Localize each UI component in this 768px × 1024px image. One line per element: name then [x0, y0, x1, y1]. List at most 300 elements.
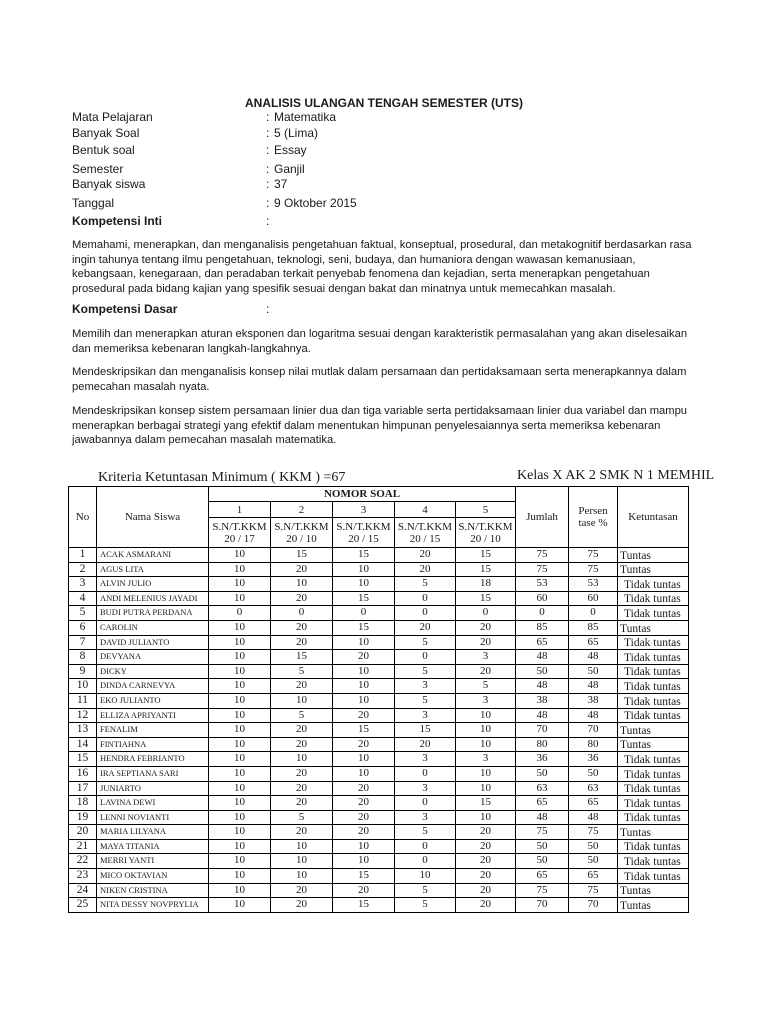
- table-row: [69, 766, 689, 781]
- score-cell: 20: [333, 650, 395, 665]
- total-cell: 70: [516, 723, 569, 738]
- percentage-cell: 48: [569, 708, 618, 723]
- status-cell: Tidak tuntas: [618, 766, 689, 781]
- score-cell: 10: [209, 825, 271, 840]
- table-row: [69, 650, 689, 665]
- score-cell: 10: [209, 869, 271, 884]
- score-cell: 10: [209, 766, 271, 781]
- question-number: 1: [209, 502, 271, 518]
- total-cell: 48: [516, 708, 569, 723]
- table-row: [69, 883, 689, 898]
- row-number: 4: [69, 591, 97, 606]
- meta-colon: :: [266, 196, 270, 210]
- student-name: DINDA CARNEVYA: [97, 679, 209, 694]
- table-row: [69, 810, 689, 825]
- status-cell: Tuntas: [618, 620, 689, 635]
- student-name: ACAK ASMARANI: [97, 548, 209, 563]
- percentage-cell: 75: [569, 825, 618, 840]
- score-cell: 10: [209, 548, 271, 563]
- total-cell: 50: [516, 854, 569, 869]
- meta-value: Ganjil: [274, 162, 305, 176]
- score-cell: 20: [333, 796, 395, 811]
- score-cell: 10: [333, 562, 395, 577]
- kompetensi-inti-heading: Kompetensi Inti: [72, 214, 163, 228]
- meta-colon: :: [266, 214, 270, 228]
- row-number: 24: [69, 883, 97, 898]
- table-row: [69, 839, 689, 854]
- percentage-cell: 60: [569, 591, 618, 606]
- status-cell: Tidak tuntas: [618, 781, 689, 796]
- kompetensi-dasar-heading: Kompetensi Dasar: [72, 302, 178, 316]
- score-cell: 10: [209, 796, 271, 811]
- score-cell: 10: [209, 883, 271, 898]
- total-cell: 50: [516, 766, 569, 781]
- score-cell: 18: [456, 577, 516, 592]
- meta-value: 37: [274, 177, 288, 191]
- score-cell: 10: [271, 577, 333, 592]
- total-cell: 75: [516, 562, 569, 577]
- table-row: [69, 898, 689, 913]
- score-cell: 10: [209, 839, 271, 854]
- status-cell: Tidak tuntas: [618, 839, 689, 854]
- score-cell: 0: [395, 839, 456, 854]
- score-cell: 10: [209, 810, 271, 825]
- student-name: DICKY: [97, 664, 209, 679]
- status-cell: Tidak tuntas: [618, 810, 689, 825]
- score-cell: 20: [395, 620, 456, 635]
- status-cell: Tidak tuntas: [618, 664, 689, 679]
- student-name: MARIA LILYANA: [97, 825, 209, 840]
- table-row: [69, 577, 689, 592]
- score-cell: 5: [395, 635, 456, 650]
- status-cell: Tidak tuntas: [618, 650, 689, 665]
- col-header-nomor-soal: NOMOR SOAL: [209, 487, 516, 502]
- score-cell: 20: [271, 796, 333, 811]
- status-cell: Tidak tuntas: [618, 577, 689, 592]
- score-cell: 20: [271, 723, 333, 738]
- question-criteria-score: 20 / 10: [286, 532, 317, 545]
- table-row: [69, 752, 689, 767]
- student-name: JUNIARTO: [97, 781, 209, 796]
- score-cell: 10: [209, 723, 271, 738]
- score-cell: 5: [395, 898, 456, 913]
- total-cell: 70: [516, 898, 569, 913]
- percentage-cell: 75: [569, 562, 618, 577]
- score-cell: 10: [456, 708, 516, 723]
- percentage-cell: 36: [569, 752, 618, 767]
- meta-label: Banyak Soal: [72, 126, 140, 140]
- student-name: FINTIAHNA: [97, 737, 209, 752]
- score-cell: 10: [271, 693, 333, 708]
- score-cell: 5: [271, 664, 333, 679]
- row-number: 9: [69, 664, 97, 679]
- status-cell: Tidak tuntas: [618, 869, 689, 884]
- score-cell: 0: [395, 606, 456, 621]
- percentage-cell: 48: [569, 810, 618, 825]
- score-cell: 10: [209, 693, 271, 708]
- meta-colon: :: [266, 177, 270, 191]
- meta-label: Banyak siswa: [72, 177, 146, 191]
- student-name: LENNI NOVIANTI: [97, 810, 209, 825]
- total-cell: 65: [516, 796, 569, 811]
- question-criteria-score: 20 / 17: [224, 532, 255, 545]
- score-cell: 0: [209, 606, 271, 621]
- score-cell: 10: [333, 693, 395, 708]
- score-cell: 5: [395, 883, 456, 898]
- col-header-no: No: [69, 487, 97, 548]
- grades-body: [69, 548, 689, 913]
- total-cell: 75: [516, 548, 569, 563]
- score-cell: 15: [456, 562, 516, 577]
- score-cell: 20: [456, 869, 516, 884]
- table-row: [69, 825, 689, 840]
- score-cell: 15: [456, 796, 516, 811]
- student-name: IRA SEPTIANA SARI: [97, 766, 209, 781]
- row-number: 19: [69, 810, 97, 825]
- score-cell: 20: [271, 620, 333, 635]
- student-name: AGUS LITA: [97, 562, 209, 577]
- score-cell: 20: [333, 810, 395, 825]
- score-cell: 10: [456, 766, 516, 781]
- score-cell: 10: [209, 591, 271, 606]
- row-number: 18: [69, 796, 97, 811]
- question-criteria: [395, 518, 456, 548]
- score-cell: 20: [333, 708, 395, 723]
- row-number: 3: [69, 577, 97, 592]
- score-cell: 20: [395, 737, 456, 752]
- score-cell: 15: [271, 548, 333, 563]
- score-cell: 20: [395, 562, 456, 577]
- total-cell: 63: [516, 781, 569, 796]
- meta-value: 9 Oktober 2015: [274, 196, 357, 210]
- score-cell: 10: [209, 898, 271, 913]
- meta-label: Bentuk soal: [72, 143, 135, 157]
- kompetensi-dasar-paragraph: Mendeskripsikan dan menganalisis konsep nilai mutlak dalam persamaan dan pertidaksamaan serta menerapkannya dalam pemecahan masalah nyata.: [72, 366, 687, 393]
- score-cell: 20: [271, 635, 333, 650]
- row-number: 15: [69, 752, 97, 767]
- status-cell: Tidak tuntas: [618, 606, 689, 621]
- row-number: 2: [69, 562, 97, 577]
- question-criteria-label: S.N/T.KKM: [212, 520, 267, 533]
- score-cell: 10: [209, 854, 271, 869]
- total-cell: 48: [516, 810, 569, 825]
- total-cell: 85: [516, 620, 569, 635]
- table-row: [69, 796, 689, 811]
- student-name: ALVIN JULIO: [97, 577, 209, 592]
- score-cell: 10: [395, 869, 456, 884]
- score-cell: 10: [209, 781, 271, 796]
- col-header-ketuntasan: Ketuntasan: [618, 487, 689, 548]
- score-cell: 10: [456, 781, 516, 796]
- score-cell: 3: [456, 693, 516, 708]
- score-cell: 15: [333, 548, 395, 563]
- table-row: [69, 737, 689, 752]
- persentase-line1: Persen: [578, 505, 608, 517]
- meta-value: 5 (Lima): [274, 126, 319, 140]
- score-cell: 10: [456, 723, 516, 738]
- student-name: ELLIZA APRIYANTI: [97, 708, 209, 723]
- score-cell: 0: [271, 606, 333, 621]
- total-cell: 75: [516, 883, 569, 898]
- student-name: DAVID JULIANTO: [97, 635, 209, 650]
- student-name: NIKEN CRISTINA: [97, 883, 209, 898]
- score-cell: 10: [333, 839, 395, 854]
- row-number: 25: [69, 898, 97, 913]
- student-name: CAROLIN: [97, 620, 209, 635]
- document-title: ANALISIS ULANGAN TENGAH SEMESTER (UTS): [244, 96, 523, 110]
- total-cell: 53: [516, 577, 569, 592]
- score-cell: 20: [333, 883, 395, 898]
- question-criteria-score: 20 / 15: [348, 532, 379, 545]
- row-number: 17: [69, 781, 97, 796]
- score-cell: 3: [456, 752, 516, 767]
- score-cell: 20: [456, 635, 516, 650]
- student-name: LAVINA DEWI: [97, 796, 209, 811]
- score-cell: 20: [333, 737, 395, 752]
- score-cell: 20: [271, 766, 333, 781]
- score-cell: 15: [395, 723, 456, 738]
- score-cell: 5: [271, 810, 333, 825]
- row-number: 6: [69, 620, 97, 635]
- status-cell: Tidak tuntas: [618, 752, 689, 767]
- score-cell: 20: [271, 679, 333, 694]
- score-cell: 15: [333, 620, 395, 635]
- percentage-cell: 38: [569, 693, 618, 708]
- student-name: FENALIM: [97, 723, 209, 738]
- status-cell: Tidak tuntas: [618, 796, 689, 811]
- score-cell: 10: [456, 737, 516, 752]
- percentage-cell: 75: [569, 548, 618, 563]
- score-cell: 10: [209, 679, 271, 694]
- percentage-cell: 50: [569, 664, 618, 679]
- meta-colon: :: [266, 302, 270, 316]
- score-cell: 10: [209, 737, 271, 752]
- question-criteria-label: S.N/T.KKM: [397, 520, 453, 533]
- total-cell: 65: [516, 869, 569, 884]
- score-cell: 3: [395, 810, 456, 825]
- question-criteria-score: 20 / 15: [409, 532, 441, 545]
- total-cell: 48: [516, 679, 569, 694]
- question-criteria-score: 20 / 10: [470, 532, 501, 545]
- student-name: DEVYANA: [97, 650, 209, 665]
- grades-table: [68, 486, 689, 913]
- score-cell: 0: [395, 766, 456, 781]
- total-cell: 65: [516, 635, 569, 650]
- persentase-line2: tase %: [578, 517, 608, 529]
- question-criteria: [271, 518, 333, 548]
- percentage-cell: 50: [569, 854, 618, 869]
- score-cell: 20: [271, 737, 333, 752]
- score-cell: 15: [456, 548, 516, 563]
- score-cell: 20: [333, 781, 395, 796]
- meta-label: Mata Pelajaran: [72, 110, 153, 124]
- table-row: [69, 548, 689, 563]
- status-cell: Tuntas: [618, 562, 689, 577]
- score-cell: 5: [456, 679, 516, 694]
- total-cell: 75: [516, 825, 569, 840]
- student-name: BUDI PUTRA PERDANA: [97, 606, 209, 621]
- score-cell: 10: [271, 839, 333, 854]
- row-number: 7: [69, 635, 97, 650]
- row-number: 14: [69, 737, 97, 752]
- score-cell: 20: [271, 898, 333, 913]
- meta-value: Essay: [274, 143, 307, 157]
- total-cell: 50: [516, 664, 569, 679]
- score-cell: 10: [209, 650, 271, 665]
- question-number: 5: [456, 502, 516, 518]
- score-cell: 0: [395, 591, 456, 606]
- row-number: 10: [69, 679, 97, 694]
- score-cell: 10: [209, 664, 271, 679]
- percentage-cell: 65: [569, 869, 618, 884]
- row-number: 13: [69, 723, 97, 738]
- percentage-cell: 53: [569, 577, 618, 592]
- percentage-cell: 0: [569, 606, 618, 621]
- table-row: [69, 708, 689, 723]
- score-cell: 10: [271, 869, 333, 884]
- table-row: [69, 854, 689, 869]
- row-number: 8: [69, 650, 97, 665]
- table-row: [69, 679, 689, 694]
- row-number: 16: [69, 766, 97, 781]
- score-cell: 20: [456, 839, 516, 854]
- total-cell: 50: [516, 839, 569, 854]
- percentage-cell: 63: [569, 781, 618, 796]
- score-cell: 15: [271, 650, 333, 665]
- percentage-cell: 50: [569, 766, 618, 781]
- percentage-cell: 85: [569, 620, 618, 635]
- meta-colon: :: [266, 126, 270, 140]
- score-cell: 10: [271, 752, 333, 767]
- score-cell: 15: [333, 723, 395, 738]
- status-cell: Tidak tuntas: [618, 854, 689, 869]
- score-cell: 10: [333, 766, 395, 781]
- score-cell: 10: [209, 577, 271, 592]
- percentage-cell: 80: [569, 737, 618, 752]
- score-cell: 0: [395, 854, 456, 869]
- question-number: 4: [395, 502, 456, 518]
- status-cell: Tuntas: [618, 825, 689, 840]
- status-cell: Tidak tuntas: [618, 591, 689, 606]
- score-cell: 10: [333, 679, 395, 694]
- row-number: 1: [69, 548, 97, 563]
- score-cell: 10: [209, 752, 271, 767]
- score-cell: 10: [333, 664, 395, 679]
- percentage-cell: 75: [569, 883, 618, 898]
- table-row: [69, 664, 689, 679]
- percentage-cell: 65: [569, 635, 618, 650]
- status-cell: Tidak tuntas: [618, 693, 689, 708]
- status-cell: Tuntas: [618, 723, 689, 738]
- meta-colon: :: [266, 143, 270, 157]
- score-cell: 10: [333, 752, 395, 767]
- score-cell: 15: [333, 591, 395, 606]
- student-name: EKO JULIANTO: [97, 693, 209, 708]
- question-number: 3: [333, 502, 395, 518]
- score-cell: 5: [395, 693, 456, 708]
- kkm-label: Kriteria Ketuntasan Minimum ( KKM ) =67: [98, 470, 346, 485]
- table-row: [69, 591, 689, 606]
- score-cell: 10: [209, 620, 271, 635]
- meta-colon: :: [266, 162, 270, 176]
- total-cell: 36: [516, 752, 569, 767]
- table-row: [69, 869, 689, 884]
- total-cell: 80: [516, 737, 569, 752]
- row-number: 20: [69, 825, 97, 840]
- total-cell: 48: [516, 650, 569, 665]
- percentage-cell: 48: [569, 679, 618, 694]
- row-number: 21: [69, 839, 97, 854]
- score-cell: 0: [456, 606, 516, 621]
- table-row: [69, 693, 689, 708]
- status-cell: Tidak tuntas: [618, 679, 689, 694]
- score-cell: 20: [456, 620, 516, 635]
- student-name: MAYA TITANIA: [97, 839, 209, 854]
- score-cell: 3: [395, 781, 456, 796]
- score-cell: 5: [271, 708, 333, 723]
- score-cell: 5: [395, 664, 456, 679]
- score-cell: 15: [333, 869, 395, 884]
- table-row: [69, 606, 689, 621]
- score-cell: 15: [456, 591, 516, 606]
- percentage-cell: 65: [569, 796, 618, 811]
- score-cell: 20: [456, 883, 516, 898]
- score-cell: 10: [209, 562, 271, 577]
- kompetensi-dasar-paragraph: Memilih dan menerapkan aturan eksponen dan logaritma sesuai dengan karakteristik permasalahan yang akan diselesaikan dan memeriksa kebenaran langkah-langkahnya.: [72, 328, 688, 355]
- meta-label: Semester: [72, 162, 124, 176]
- kompetensi-dasar-paragraph: Mendeskripsikan konsep sistem persamaan linier dua dan tiga variable serta pertidaksamaan linier dua variabel dan mampu menerapkan berbagai strategi yang efektif dalam menentukan himpunan penyelesaiannya serta memeriksa kebenaran jawabannya dalam pemecahan masalah matematika.: [72, 405, 688, 447]
- kelas-label: Kelas X AK 2 SMK N 1 MEMHIL: [517, 468, 715, 483]
- score-cell: 0: [395, 796, 456, 811]
- score-cell: 20: [395, 548, 456, 563]
- table-row: [69, 620, 689, 635]
- score-cell: 20: [271, 591, 333, 606]
- row-number: 23: [69, 869, 97, 884]
- student-name: NITA DESSY NOVPRYLIA: [97, 898, 209, 913]
- student-name: ANDI MELENIUS JAYADI: [97, 591, 209, 606]
- status-cell: Tidak tuntas: [618, 635, 689, 650]
- score-cell: 3: [395, 708, 456, 723]
- row-number: 22: [69, 854, 97, 869]
- total-cell: 60: [516, 591, 569, 606]
- percentage-cell: 70: [569, 898, 618, 913]
- table-row: [69, 562, 689, 577]
- score-cell: 0: [333, 606, 395, 621]
- student-name: MERRI YANTI: [97, 854, 209, 869]
- score-cell: 15: [333, 898, 395, 913]
- score-cell: 3: [456, 650, 516, 665]
- status-cell: Tuntas: [618, 737, 689, 752]
- score-cell: 20: [456, 898, 516, 913]
- student-name: MICO OKTAVIAN: [97, 869, 209, 884]
- question-criteria: [209, 518, 271, 548]
- table-row: [69, 635, 689, 650]
- score-cell: 20: [456, 854, 516, 869]
- row-number: 12: [69, 708, 97, 723]
- total-cell: 38: [516, 693, 569, 708]
- score-cell: 20: [271, 781, 333, 796]
- table-row: [69, 723, 689, 738]
- table-row: [69, 781, 689, 796]
- score-cell: 3: [395, 752, 456, 767]
- percentage-cell: 48: [569, 650, 618, 665]
- question-criteria: [333, 518, 395, 548]
- score-cell: 10: [333, 577, 395, 592]
- score-cell: 20: [456, 825, 516, 840]
- question-criteria: [456, 518, 516, 548]
- status-cell: Tuntas: [618, 898, 689, 913]
- meta-label: Tanggal: [72, 196, 115, 210]
